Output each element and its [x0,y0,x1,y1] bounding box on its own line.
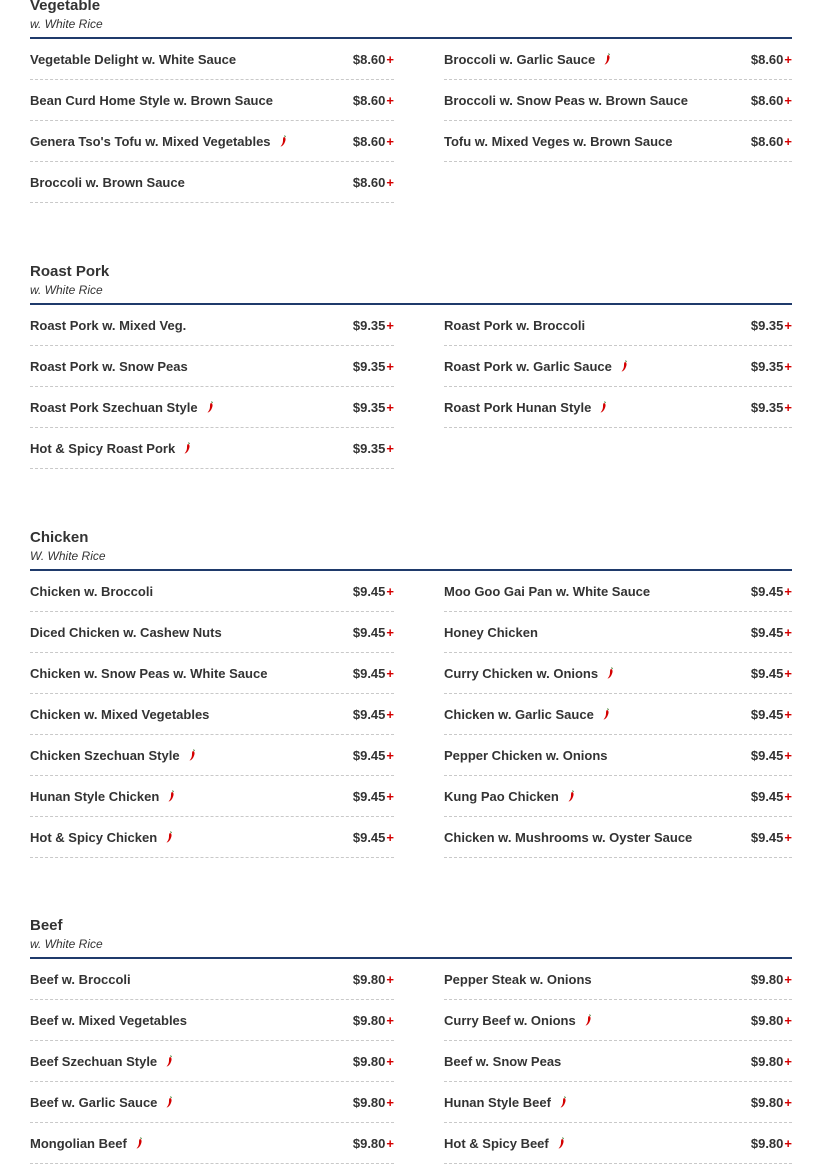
price-value: $9.35 [750,399,784,415]
menu-item-name [30,666,267,681]
add-to-order-icon[interactable]: + [386,665,394,681]
menu-item-name [30,1095,173,1110]
menu-item-name-text: Chicken w. Garlic Sauce [444,706,594,722]
add-to-order-icon[interactable]: + [386,747,394,763]
add-to-order-icon[interactable]: + [386,92,394,108]
menu-item-name [444,400,607,415]
menu-item-price [751,318,792,333]
price-value: $9.80 [352,1012,386,1028]
menu-item-name [30,400,214,415]
menu-item-price [353,93,394,108]
menu-item[interactable] [444,346,792,387]
menu-item-name-text: Roast Pork w. Garlic Sauce [444,358,612,374]
menu-item-name-text: Diced Chicken w. Cashew Nuts [30,624,222,640]
chili-pepper-icon [165,1055,173,1067]
menu-item[interactable] [444,1082,792,1123]
price-value: $9.35 [352,399,386,415]
add-to-order-icon[interactable]: + [386,440,394,456]
menu-item-name [444,134,673,149]
chili-pepper-icon [602,708,610,720]
add-to-order-icon[interactable]: + [386,583,394,599]
menu-item-name-text: Hot & Spicy Chicken [30,829,158,845]
add-to-order-icon[interactable]: + [784,788,792,804]
price-value: $9.45 [352,665,386,681]
menu-item-price [751,1013,792,1028]
menu-item[interactable] [444,959,792,1000]
menu-section-beef [30,917,792,1151]
menu-item-name [30,1013,187,1028]
chili-pepper-icon [606,667,614,679]
menu-item-name-text: Roast Pork w. Mixed Veg. [30,317,187,333]
add-to-order-icon[interactable]: + [784,1012,792,1028]
chili-pepper-icon [599,401,607,413]
price-value: $9.45 [750,747,784,763]
add-to-order-icon[interactable]: + [784,1053,792,1069]
menu-item-name-text: Moo Goo Gai Pan w. White Sauce [444,583,651,599]
menu-item-price [751,584,792,599]
menu-item-price [353,972,394,987]
price-value: $9.45 [750,624,784,640]
add-to-order-icon[interactable]: + [386,706,394,722]
menu-item-price [751,748,792,763]
chili-pepper-icon [620,360,628,372]
price-value: $9.45 [750,665,784,681]
price-value: $9.80 [750,1135,784,1151]
menu-item-price [751,1136,792,1151]
price-value: $8.60 [352,92,386,108]
menu-item-price [353,625,394,640]
menu-section-vegetable [30,0,792,190]
menu-item-name-text: Beef w. Mixed Vegetables [30,1012,188,1028]
price-value: $8.60 [352,174,386,190]
section-title: Vegetable [30,0,101,14]
menu-item-name [444,1054,561,1069]
section-title: Beef [30,917,63,934]
menu-item-price [353,1054,394,1069]
menu-item[interactable] [30,387,394,428]
menu-item-name [30,1136,143,1151]
menu-item-name-text: Chicken w. Mixed Vegetables [30,706,210,722]
menu-item-name-text: Beef Szechuan Style [30,1053,158,1069]
menu-item-price [353,359,394,374]
menu-item-price [353,134,394,149]
menu-item-name-text: Curry Chicken w. Onions [444,665,599,681]
menu-item[interactable] [30,571,394,612]
left-column [30,571,394,858]
section-subtitle: W. White Rice [30,549,106,563]
menu-item-price [353,1013,394,1028]
chili-pepper-icon [183,442,191,454]
menu-item-name [30,830,173,845]
price-value: $9.35 [750,358,784,374]
price-value: $9.45 [352,583,386,599]
add-to-order-icon[interactable]: + [386,51,394,67]
add-to-order-icon[interactable]: + [386,399,394,415]
menu-item-name [30,93,273,108]
left-column [30,305,394,469]
menu-item-price [353,584,394,599]
menu-item[interactable] [30,162,394,203]
menu-item-name [30,318,186,333]
add-to-order-icon[interactable]: + [784,971,792,987]
menu-item-name-text: Roast Pork Szechuan Style [30,399,198,415]
menu-item-price [353,52,394,67]
add-to-order-icon[interactable]: + [784,51,792,67]
section-title: Chicken [30,529,89,546]
price-value: $9.45 [352,706,386,722]
price-value: $9.80 [750,1012,784,1028]
menu-section-roast-pork [30,263,792,456]
menu-item-price [353,830,394,845]
menu-item-price [751,93,792,108]
menu-item-price [751,400,792,415]
menu-item-name [444,584,650,599]
menu-item[interactable] [444,735,792,776]
menu-item-name [444,625,538,640]
menu-item-name-text: Roast Pork w. Broccoli [444,317,586,333]
menu-item-price [353,1136,394,1151]
menu-item[interactable] [444,571,792,612]
menu-item-name-text: Tofu w. Mixed Veges w. Brown Sauce [444,133,673,149]
menu-item-name-text: Pepper Steak w. Onions [444,971,592,987]
price-value: $9.80 [352,971,386,987]
price-value: $9.80 [750,1094,784,1110]
menu-item[interactable] [30,305,394,346]
menu-item-name [30,625,222,640]
price-value: $9.45 [750,829,784,845]
menu-item-name-text: Kung Pao Chicken [444,788,559,804]
menu-item-name-text: Beef w. Broccoli [30,971,131,987]
price-value: $8.60 [750,133,784,149]
chili-pepper-icon [188,749,196,761]
menu-item-price [353,175,394,190]
menu-item[interactable] [30,694,394,735]
right-column [444,39,792,162]
chili-pepper-icon [135,1137,143,1149]
menu-item[interactable] [444,1041,792,1082]
price-value: $9.45 [352,829,386,845]
add-to-order-icon[interactable]: + [386,788,394,804]
menu-item[interactable] [30,346,394,387]
menu-item-price [751,1054,792,1069]
menu-item-price [751,666,792,681]
menu-item-name [30,1054,173,1069]
price-value: $9.45 [750,706,784,722]
menu-item-name-text: Broccoli w. Brown Sauce [30,174,185,190]
price-value: $9.45 [352,788,386,804]
add-to-order-icon[interactable]: + [386,1094,394,1110]
price-value: $9.35 [750,317,784,333]
add-to-order-icon[interactable]: + [784,399,792,415]
price-value: $9.35 [352,440,386,456]
menu-item-price [751,830,792,845]
add-to-order-icon[interactable]: + [784,706,792,722]
menu-item-price [353,441,394,456]
add-to-order-icon[interactable]: + [386,1135,394,1151]
menu-item-price [353,400,394,415]
add-to-order-icon[interactable]: + [784,92,792,108]
add-to-order-icon[interactable]: + [784,829,792,845]
menu-item-name-text: Broccoli w. Snow Peas w. Brown Sauce [444,92,688,108]
menu-item-name [444,93,688,108]
menu-item-name [30,441,191,456]
chili-pepper-icon [279,135,287,147]
menu-item[interactable] [444,39,792,80]
add-to-order-icon[interactable]: + [386,971,394,987]
menu-item[interactable] [30,80,394,121]
add-to-order-icon[interactable]: + [784,747,792,763]
menu-item-name [30,707,209,722]
add-to-order-icon[interactable]: + [386,1012,394,1028]
menu-item[interactable] [30,1041,394,1082]
menu-item[interactable] [444,1000,792,1041]
menu-item-name-text: Chicken w. Snow Peas w. White Sauce [30,665,268,681]
menu-item-name [444,707,610,722]
price-value: $9.35 [352,317,386,333]
menu-item-price [353,789,394,804]
menu-item-name-text: Roast Pork Hunan Style [444,399,592,415]
menu-item[interactable] [30,959,394,1000]
menu-item-name [444,830,692,845]
chili-pepper-icon [603,53,611,65]
price-value: $8.60 [750,51,784,67]
price-value: $9.80 [352,1135,386,1151]
add-to-order-icon[interactable]: + [784,1135,792,1151]
menu-item[interactable] [444,817,792,858]
add-to-order-icon[interactable]: + [784,1094,792,1110]
menu-item-name-text: Bean Curd Home Style w. Brown Sauce [30,92,273,108]
menu-item-name [444,52,611,67]
menu-item[interactable] [30,1082,394,1123]
menu-item-price [751,789,792,804]
price-value: $8.60 [750,92,784,108]
menu-item-name [444,318,585,333]
price-value: $9.35 [352,358,386,374]
menu-item-name-text: Chicken w. Mushrooms w. Oyster Sauce [444,829,693,845]
menu-item[interactable] [444,121,792,162]
menu-item[interactable] [30,817,394,858]
right-column [444,305,792,428]
menu-item-name [30,175,185,190]
menu-section-chicken [30,529,792,845]
add-to-order-icon[interactable]: + [784,317,792,333]
menu-item[interactable] [30,776,394,817]
menu-item-name-text: Beef w. Garlic Sauce [30,1094,158,1110]
add-to-order-icon[interactable]: + [784,358,792,374]
menu-item-name [30,789,175,804]
menu-item[interactable] [444,653,792,694]
chili-pepper-icon [165,831,173,843]
menu-item[interactable] [444,612,792,653]
menu-item-name-text: Mongolian Beef [30,1135,127,1151]
menu-item-name-text: Broccoli w. Garlic Sauce [444,51,596,67]
add-to-order-icon[interactable]: + [386,174,394,190]
price-value: $9.80 [750,1053,784,1069]
menu-item-name [444,972,592,987]
menu-item-name-text: Chicken w. Broccoli [30,583,154,599]
chili-pepper-icon [584,1014,592,1026]
add-to-order-icon[interactable]: + [386,317,394,333]
menu-item-name-text: Pepper Chicken w. Onions [444,747,608,763]
menu-item[interactable] [30,39,394,80]
menu-item-name-text: Curry Beef w. Onions [444,1012,576,1028]
menu-item-price [353,748,394,763]
chili-pepper-icon [567,790,575,802]
menu-item-price [751,707,792,722]
price-value: $9.80 [352,1053,386,1069]
menu-item[interactable] [444,694,792,735]
menu-item-name-text: Chicken Szechuan Style [30,747,180,763]
menu-item[interactable] [30,121,394,162]
menu-item-price [751,134,792,149]
menu-item[interactable] [30,612,394,653]
menu-item-price [751,625,792,640]
price-value: $9.45 [750,788,784,804]
menu-item-name-text: Hunan Style Beef [444,1094,551,1110]
chili-pepper-icon [165,1096,173,1108]
menu-item-price [751,359,792,374]
menu-item-price [751,1095,792,1110]
menu-item-name [444,789,575,804]
menu-item[interactable] [444,387,792,428]
menu-item-name [30,584,153,599]
add-to-order-icon[interactable]: + [386,1053,394,1069]
chili-pepper-icon [557,1137,565,1149]
price-value: $8.60 [352,133,386,149]
add-to-order-icon[interactable]: + [386,624,394,640]
add-to-order-icon[interactable]: + [784,665,792,681]
add-to-order-icon[interactable]: + [386,133,394,149]
menu-item-name [30,134,287,149]
menu-item-name [30,52,236,67]
menu-item[interactable] [30,735,394,776]
price-value: $9.45 [352,624,386,640]
menu-item-name [444,1013,592,1028]
menu-item-name-text: Vegetable Delight w. White Sauce [30,51,237,67]
menu-item-name [30,359,188,374]
menu-item-name [444,1095,567,1110]
chili-pepper-icon [167,790,175,802]
section-subtitle: w. White Rice [30,283,103,297]
menu-item-name-text: Hot & Spicy Roast Pork [30,440,176,456]
menu-item[interactable] [444,80,792,121]
section-subtitle: w. White Rice [30,937,103,951]
menu-item-name-text: Roast Pork w. Snow Peas [30,358,188,374]
menu-item-price [353,1095,394,1110]
price-value: $9.80 [352,1094,386,1110]
left-column [30,959,394,1164]
price-value: $9.45 [750,583,784,599]
menu-item-price [751,972,792,987]
add-to-order-icon[interactable]: + [784,583,792,599]
menu-item[interactable] [30,428,394,469]
section-subtitle: w. White Rice [30,17,103,31]
menu-item[interactable] [30,1123,394,1164]
price-value: $9.45 [352,747,386,763]
add-to-order-icon[interactable]: + [386,829,394,845]
right-column [444,959,792,1164]
menu-item-price [353,707,394,722]
menu-item-name-text: Hunan Style Chicken [30,788,160,804]
section-title: Roast Pork [30,263,110,280]
menu-item-name-text: Beef w. Snow Peas [444,1053,562,1069]
menu-item-name [30,748,196,763]
chili-pepper-icon [559,1096,567,1108]
menu-item[interactable] [30,653,394,694]
menu-item[interactable] [444,305,792,346]
menu-item[interactable] [444,1123,792,1164]
menu-item-name-text: Genera Tso's Tofu w. Mixed Vegetables [30,133,271,149]
menu-item-name [444,748,608,763]
menu-item[interactable] [30,1000,394,1041]
menu-item-name [444,359,628,374]
menu-item-price [751,52,792,67]
menu-item-name-text: Hot & Spicy Beef [444,1135,549,1151]
add-to-order-icon[interactable]: + [784,624,792,640]
menu-item-name [30,972,131,987]
right-column [444,571,792,858]
menu-item-price [353,666,394,681]
menu-item-name-text: Honey Chicken [444,624,538,640]
add-to-order-icon[interactable]: + [386,358,394,374]
menu-item-name [444,1136,565,1151]
chili-pepper-icon [206,401,214,413]
price-value: $9.80 [750,971,784,987]
price-value: $8.60 [352,51,386,67]
left-column [30,39,394,203]
menu-item-price [353,318,394,333]
menu-item-name [444,666,614,681]
add-to-order-icon[interactable]: + [784,133,792,149]
menu-item[interactable] [444,776,792,817]
